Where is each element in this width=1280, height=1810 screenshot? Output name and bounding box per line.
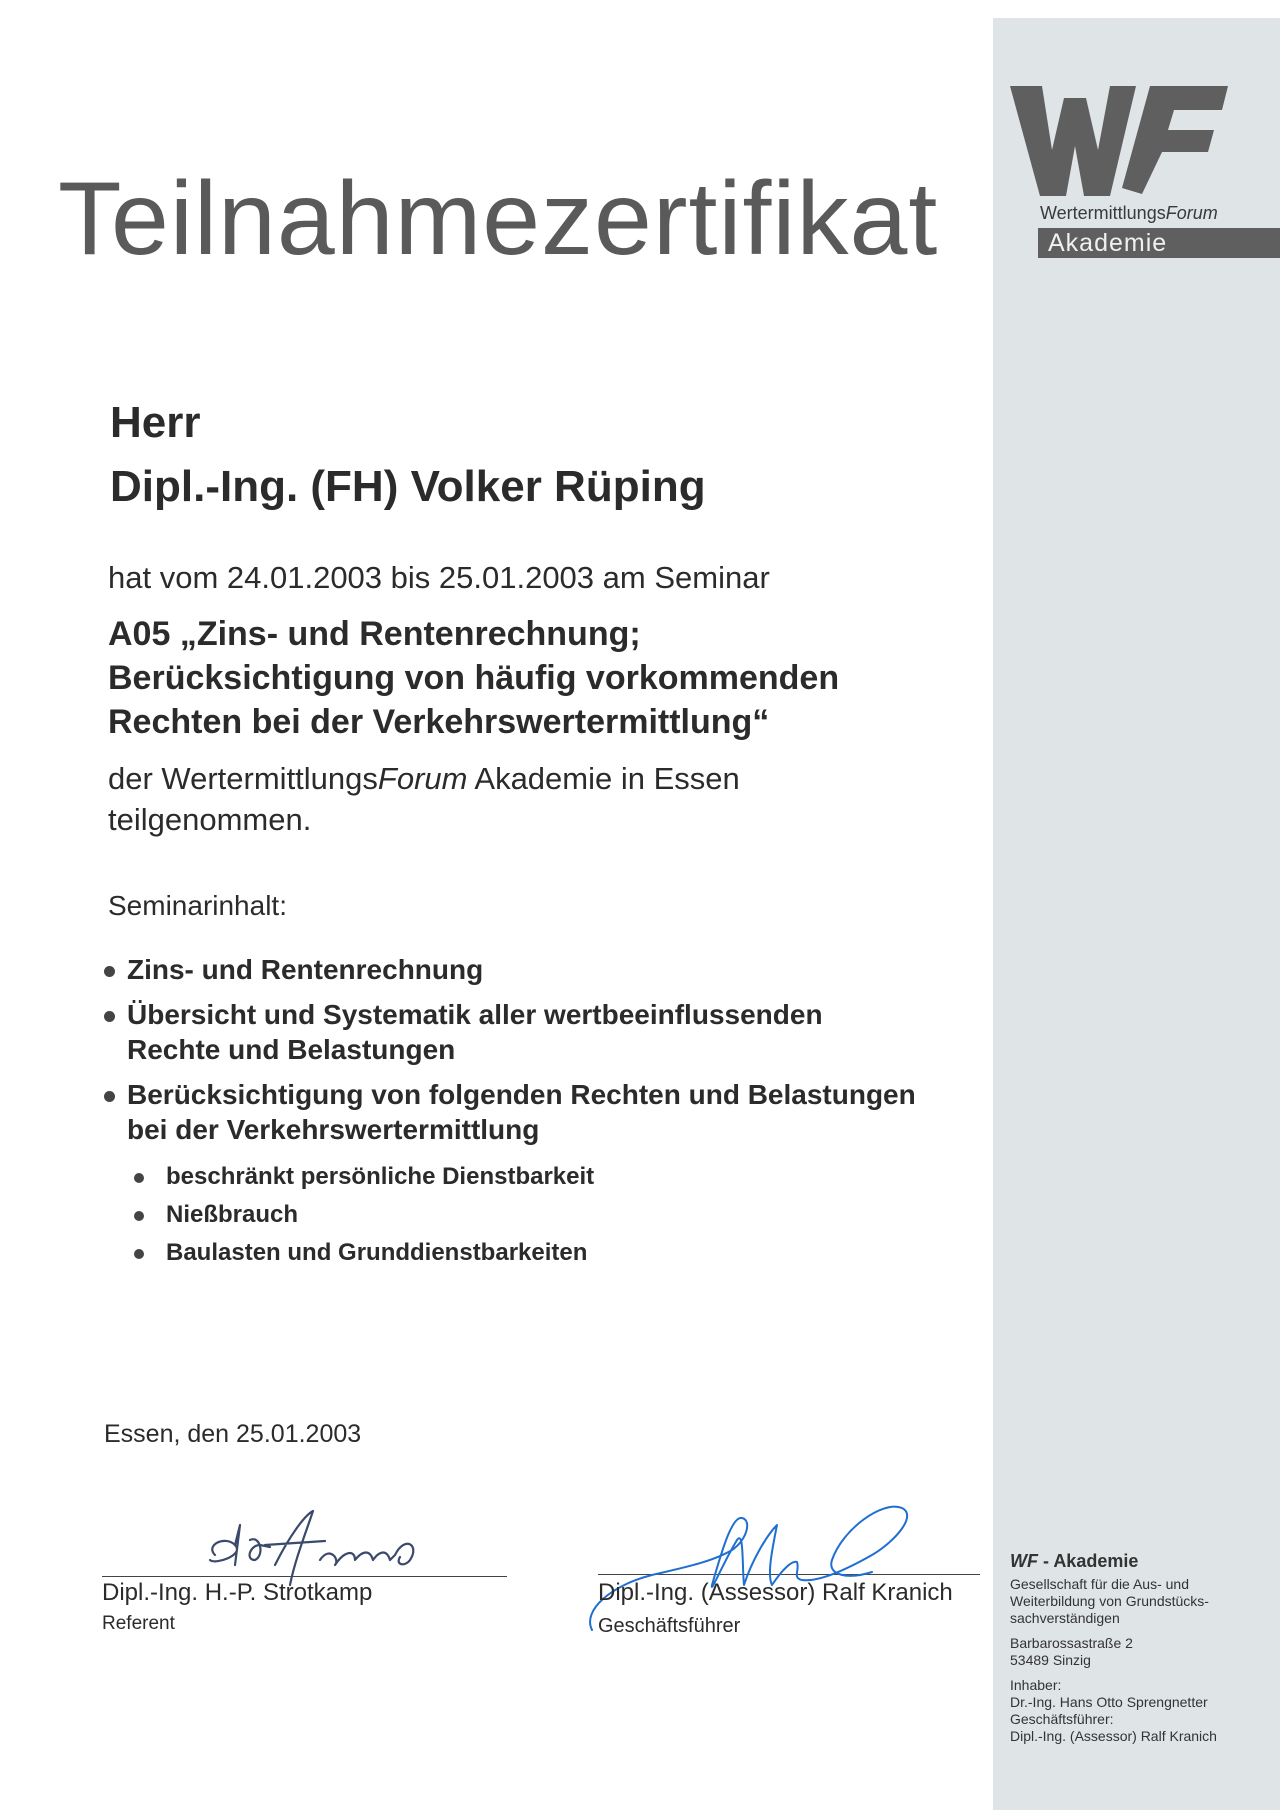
academy-line <box>108 758 740 840</box>
subtopic-label: Baulasten und Grunddienstbarkeiten <box>166 1239 588 1266</box>
seminar-title-line: A05 „Zins- und Rentenrechnung; <box>108 615 641 653</box>
list-item <box>134 1162 594 1200</box>
description-line: Gesellschaft für die Aus- und <box>1010 1576 1189 1592</box>
description-line: sachverständigen <box>1010 1610 1120 1626</box>
organization-name <box>1010 1553 1275 1570</box>
academy-forum: Forum <box>377 761 468 796</box>
topic-line: bei der Verkehrswertermittlung <box>127 1114 540 1145</box>
wf-logo-academy: Akademie <box>1048 229 1168 257</box>
referent-role: Referent <box>102 1613 175 1634</box>
address-street: Barbarossastraße 2 <box>1010 1635 1133 1651</box>
manager-label: Geschäftsführer: <box>1010 1711 1114 1727</box>
brand-prefix: Wertermittlungs <box>1040 203 1166 223</box>
owner-name: Dr.-Ing. Hans Otto Sprengnetter <box>1010 1694 1208 1710</box>
certificate-title: Teilnahmezertifikat <box>58 161 939 277</box>
wf-logo-mark-icon <box>1010 78 1275 198</box>
manager-info-name: Dipl.-Ing. (Assessor) Ralf Kranich <box>1010 1728 1217 1744</box>
organization-suffix: - Akademie <box>1037 1551 1139 1571</box>
topic-line: Übersicht und Systematik aller wertbeeinflussenden <box>127 999 823 1030</box>
bullet-icon <box>134 1211 144 1221</box>
academy-line2: teilgenommen. <box>108 802 312 837</box>
list-item <box>104 997 984 1067</box>
sidebar-panel <box>993 18 1280 1810</box>
academy-prefix: der Wertermittlungs <box>108 761 378 796</box>
description-line: Weiterbildung von Grundstücks- <box>1010 1593 1209 1609</box>
bullet-icon <box>134 1249 144 1259</box>
list-item <box>104 1077 984 1147</box>
academy-suffix: Akademie in Essen <box>467 761 740 796</box>
topic-line: Berücksichtigung von folgenden Rechten und Belastungen <box>127 1079 916 1110</box>
manager-name: Dipl.-Ing. (Assessor) Ralf Kranich <box>598 1579 953 1606</box>
address-city: 53489 Sinzig <box>1010 1652 1091 1668</box>
wf-logo-brand <box>1040 203 1218 224</box>
wf-logo-academy-bar <box>1038 228 1280 258</box>
owner-label: Inhaber: <box>1010 1677 1062 1693</box>
attendance-line: hat vom 24.01.2003 bis 25.01.2003 am Seminar <box>108 560 770 595</box>
brand-suffix: Forum <box>1165 203 1218 223</box>
bullet-icon <box>104 1091 115 1102</box>
list-item <box>134 1200 594 1238</box>
organization-owner <box>1010 1677 1275 1745</box>
place-date: Essen, den 25.01.2003 <box>104 1420 362 1448</box>
wf-logo <box>1010 78 1275 257</box>
list-item <box>134 1238 594 1276</box>
subtopic-label: Nießbrauch <box>166 1201 299 1228</box>
subtopic-label: beschränkt persönliche Dienstbarkeit <box>166 1163 595 1190</box>
list-item <box>104 952 984 987</box>
organization-info <box>1010 1553 1275 1745</box>
organization-description <box>1010 1576 1275 1627</box>
subtopic-list <box>134 1162 594 1276</box>
bullet-icon <box>104 1011 115 1022</box>
bullet-icon <box>104 966 115 977</box>
bullet-icon <box>134 1173 144 1183</box>
contents-label: Seminarinhalt: <box>108 890 287 921</box>
seminar-title <box>108 612 839 744</box>
organization-address <box>1010 1635 1275 1669</box>
recipient-name: Dipl.-Ing. (FH) Volker Rüping <box>110 462 706 511</box>
manager-role: Geschäftsführer <box>598 1615 741 1637</box>
topic-line: Rechte und Belastungen <box>127 1034 456 1065</box>
seminar-title-line: Rechten bei der Verkehrswertermittlung“ <box>108 703 770 741</box>
referent-name: Dipl.-Ing. H.-P. Strotkamp <box>102 1579 373 1606</box>
topic-line: Zins- und Rentenrechnung <box>127 954 484 985</box>
seminar-title-line: Berücksichtigung von häufig vorkommenden <box>108 659 840 697</box>
topic-list <box>104 952 984 1157</box>
organization-prefix: WF <box>1010 1551 1038 1571</box>
recipient-salutation: Herr <box>110 398 201 447</box>
